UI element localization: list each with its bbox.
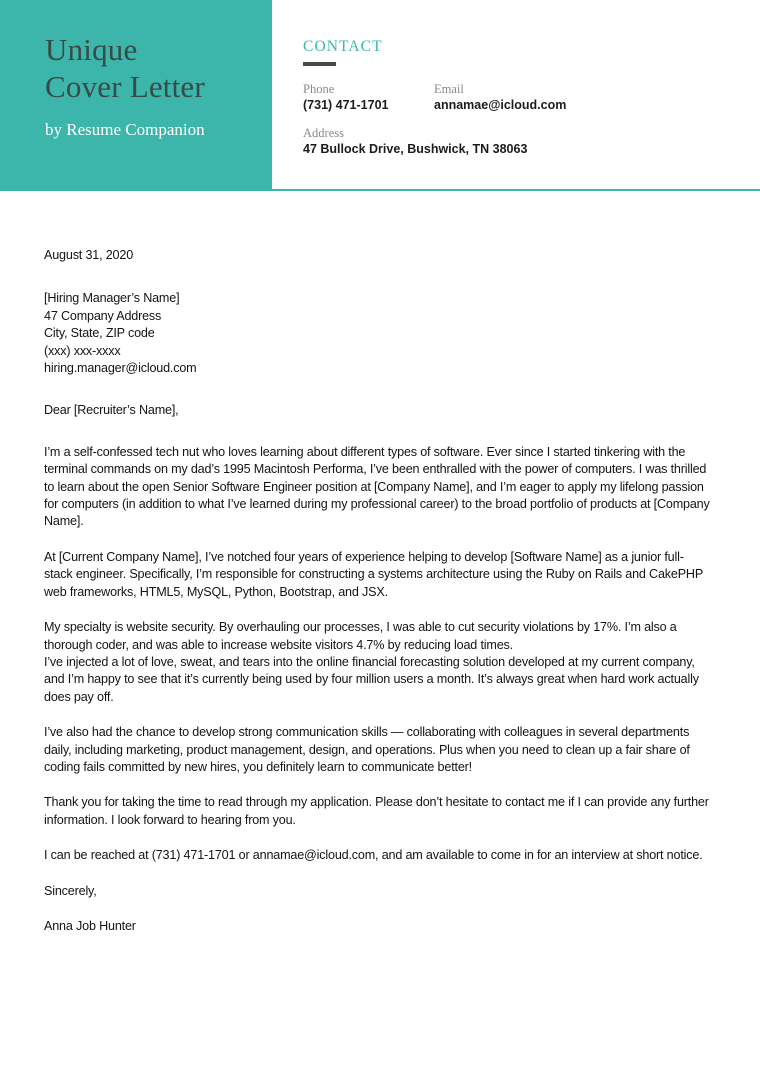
signoff-block	[44, 883, 712, 900]
contact-email-value[interactable]: annamae@icloud.com	[434, 98, 567, 112]
salutation: Dear [Recruiter’s Name],	[44, 403, 179, 418]
recipient-street: 47 Company Address	[44, 308, 162, 323]
contact-email	[434, 81, 723, 114]
letter-body	[44, 247, 712, 935]
body-paragraph-2	[44, 549, 712, 601]
header-divider-rule	[0, 189, 760, 191]
brand-block	[45, 31, 270, 141]
document-header	[0, 0, 760, 191]
recipient-email: hiring.manager@icloud.com	[44, 361, 197, 376]
letter-date-block	[44, 247, 712, 264]
salutation-block	[44, 402, 712, 419]
contact-address	[303, 125, 723, 158]
paragraph-text: I’ve also had the chance to develop strong communication skills — collaborating with colleagues in several departments daily, including marketing, product management, design, and operations. Plus when you need to clean up a fair share of coding fails committed by new hires, you definitely learn to communicate better!	[44, 725, 690, 774]
contact-address-label: Address	[303, 126, 344, 140]
contact-heading: CONTACT	[303, 38, 383, 55]
document-title-line2: Cover Letter	[45, 69, 205, 104]
contact-heading-underline	[303, 62, 336, 66]
document-title-line1: Unique	[45, 32, 138, 67]
contact-details-grid	[303, 81, 723, 158]
signature-block	[44, 918, 712, 935]
paragraph-text: I can be reached at (731) 471-1701 or annamae@icloud.com, and am available to come in for an interview at short notice.	[44, 848, 703, 863]
paragraph-text: I’ve injected a lot of love, sweat, and tears into the online financial forecasting solution developed at my current company, and I’m happy to see that it’s currently being used by four million users a month. It’s always great when hard work actually does pay off.	[44, 654, 699, 704]
contact-phone-value[interactable]: (731) 471-1701	[303, 98, 389, 112]
paragraph-text: My specialty is website security. By overhauling our processes, I was able to cut security violations by 17%. I’m also a thorough coder, and was able to increase website visitors 4.7% by reducing load times.	[44, 620, 677, 652]
letter-date: August 31, 2020	[44, 248, 134, 262]
recipient-address-block	[44, 290, 712, 377]
body-paragraph-4	[44, 724, 712, 776]
body-paragraph-6	[44, 847, 712, 864]
recipient-city-state-zip: City, State, ZIP code	[44, 326, 155, 341]
paragraph-text: At [Current Company Name], I’ve notched four years of experience helping to develop [Software Name] as a junior full-stack engineer. Specifically, I’m responsible for constructing a systems architecture using the Ruby on Rails and CakePHP web frameworks, HTML5, MySQL, Python, Bootstrap, and JSX.	[44, 549, 703, 599]
contact-phone	[303, 81, 434, 114]
body-paragraph-3	[44, 619, 712, 706]
body-paragraph-1	[44, 444, 712, 531]
document-subtitle: by Resume Companion	[45, 120, 205, 139]
signoff: Sincerely,	[44, 883, 97, 898]
contact-section	[303, 38, 723, 158]
contact-phone-label: Phone	[303, 82, 335, 96]
recipient-phone: (xxx) xxx-xxxx	[44, 343, 121, 358]
body-paragraph-5	[44, 794, 712, 829]
paragraph-text: Thank you for taking the time to read through my application. Please don’t hesitate to contact me if I can provide any further information. I look forward to hearing from you.	[44, 795, 709, 827]
contact-address-value: 47 Bullock Drive, Bushwick, TN 38063	[303, 142, 528, 156]
contact-email-label: Email	[434, 82, 464, 96]
signature-name: Anna Job Hunter	[44, 918, 136, 933]
paragraph-text: I’m a self-confessed tech nut who loves learning about different types of software. Ever since I started tinkering with the terminal commands on my dad’s 1995 Macintosh Performa, I’ve been enthralled with the power of computers. I was thrilled to learn about the open Senior Software Engineer position at [Company Name], and I’m eager to apply my lifelong passion for computers (in addition to what I’ve learned during my professional career) to the broad portfolio of products at [Company Name].	[44, 444, 710, 529]
recipient-name: [Hiring Manager’s Name]	[44, 291, 180, 306]
